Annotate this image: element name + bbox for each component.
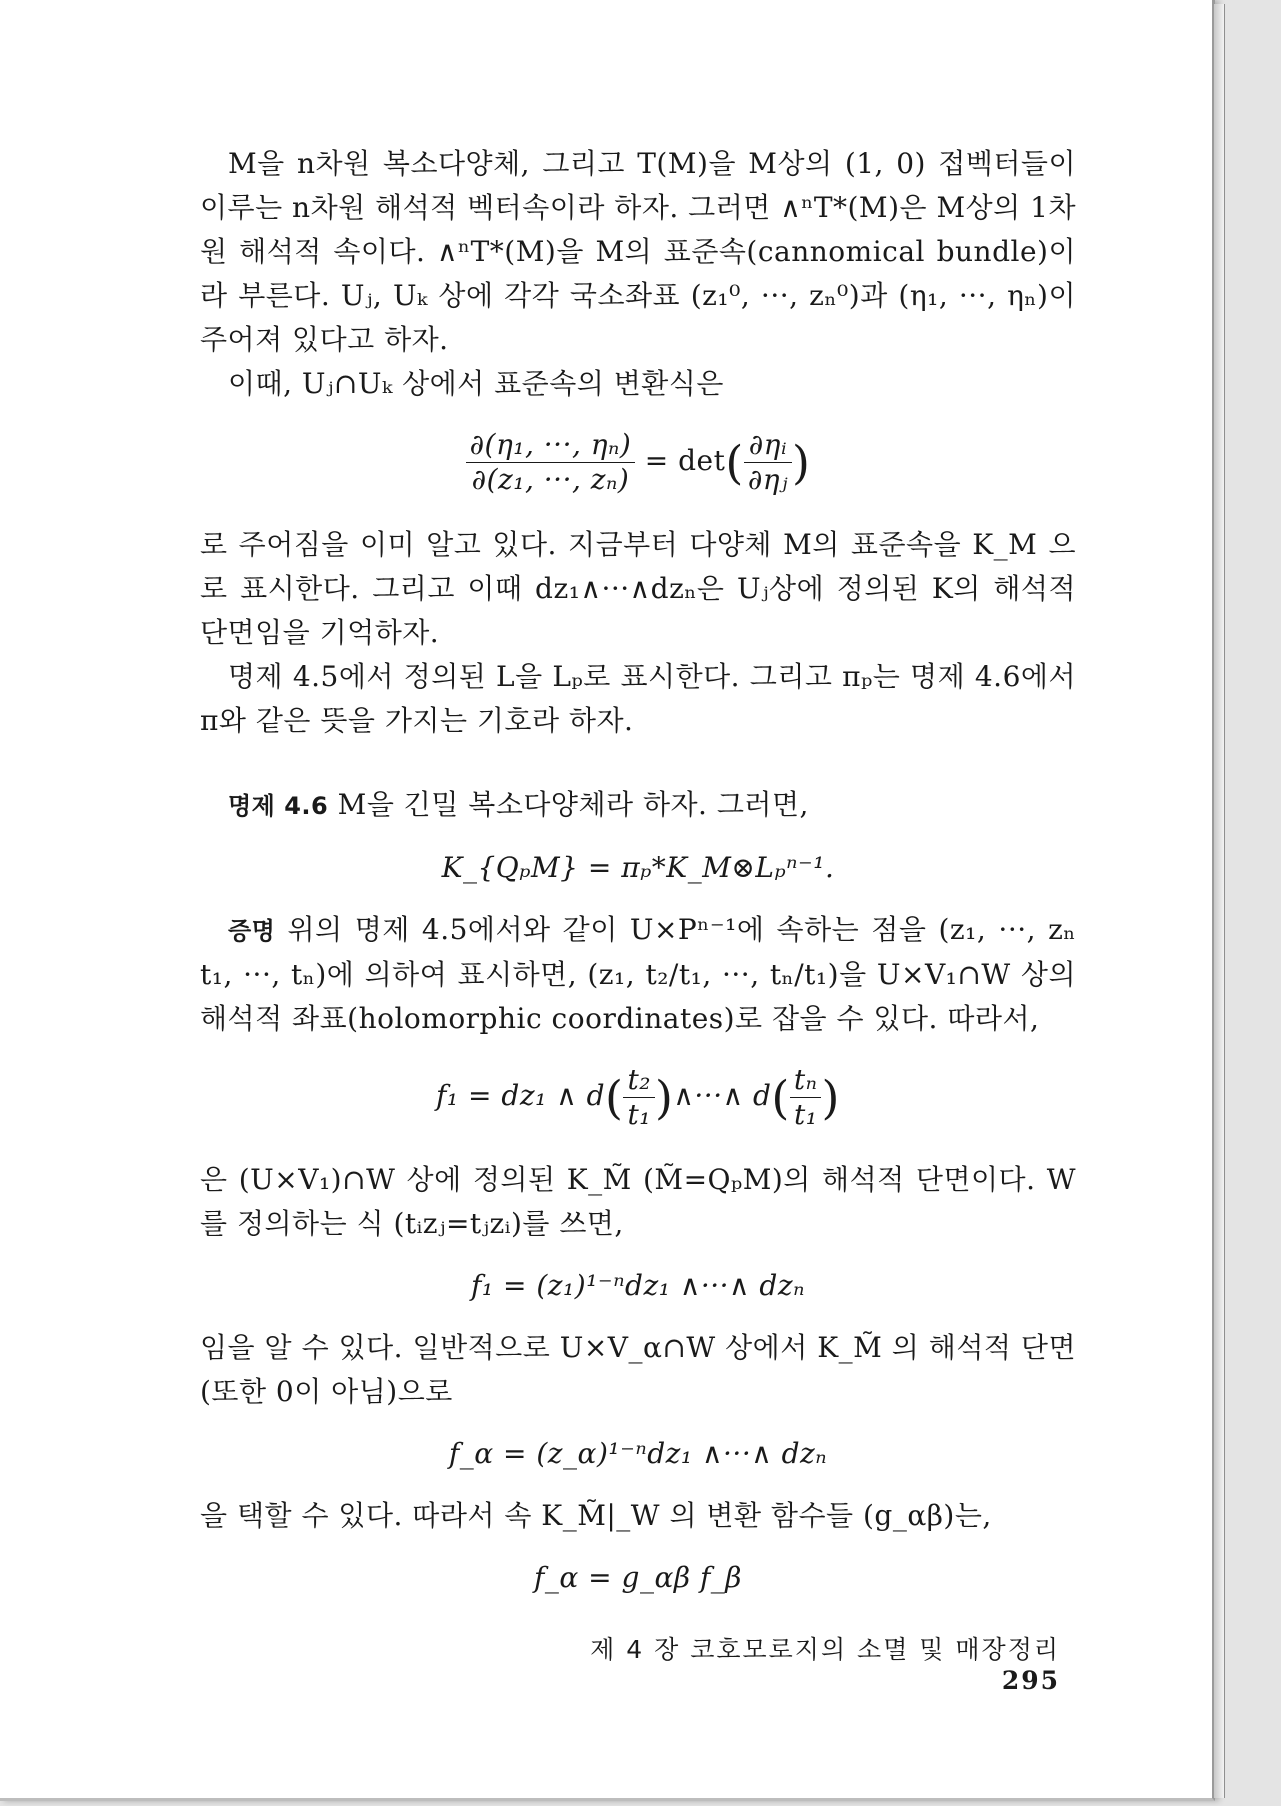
equation-transition: $\frac{\text{∂(η₁, ···, ηₙ)}}{\text{∂(z₁, ···, zₙ)}}$ = det( $\frac{\text{∂ηᵢ}}{\text{∂ηⱼ}}$ ) <box>200 428 1076 497</box>
chapter-title: 제 4 장 코호모로지의 소멸 및 매장정리 <box>590 1635 1060 1664</box>
running-footer <box>540 1630 1060 1695</box>
equation-f1-den2: t₁ <box>793 1098 818 1131</box>
proof-text: 위의 명제 4.5에서와 같이 U×Pⁿ⁻¹에 속하는 점을 (z₁, ···, zₙ t₁, ···, tₙ)에 의하여 표시하면, (z₁, t₂/t₁, ···, tₙ/t₁)을 U×V₁∩W 상의 해석적 좌표(holomorphic coordinates)로 잡을 수 있다. 따라서, <box>200 913 1076 1035</box>
equation-f1-num1: t₂ <box>623 1063 654 1098</box>
equation-inner-fraction <box>744 428 792 497</box>
paragraph-1: M을 n차원 복소다양체, 그리고 T(M)을 M상의 (1, 0) 접벡터들이 이루는 n차원 해석적 벡터속이라 하자. 그러면 ∧ⁿT*(M)은 M상의 1차원 해석적 속이다. ∧ⁿT*(M)을 M의 표준속(cannomical bundle)이라 부른다. Uⱼ, Uₖ 상에 각각 국소좌표 (z₁⁰, ···, zₙ⁰)과 (η₁, ···, ηₙ)이 주어져 있다고 하자. <box>200 147 1076 356</box>
equation-canonical: K_{QₚM} = πₚ*K_M⊗Lₚⁿ⁻¹. <box>441 851 835 884</box>
paragraph-4: 명제 4.5에서 정의된 L을 Lₚ로 표시한다. 그리고 πₚ는 명제 4.6에서 π와 같은 뜻을 가지는 기호라 하자. <box>200 660 1076 737</box>
page-number: 295 <box>1001 1666 1060 1695</box>
page-edge-decoration <box>1214 4 1225 1798</box>
equation-fraction <box>466 428 636 497</box>
equation-inner-numerator: ∂ηᵢ <box>744 428 792 463</box>
equation-f1-frac1 <box>623 1063 654 1132</box>
equation-f1-frac2 <box>790 1063 822 1132</box>
paragraph-7: 을 택할 수 있다. 따라서 속 K_M̃|_W 의 변환 함수들 (g_αβ)는, <box>200 1499 992 1532</box>
equation-f1: f₁ = (z₁)¹⁻ⁿdz₁ ∧···∧ dzₙ <box>471 1269 805 1302</box>
equation-f1-form: f₁ = dz₁ ∧ d( $\frac{\text{t₂}}{\text{t₁}}$ )∧···∧ d( $\frac{\text{tₙ}}{\text{t₁}}$ ) <box>436 1063 840 1131</box>
equation-transition-functions: f_α = g_αβ f_β <box>533 1561 742 1594</box>
equation-det: = det <box>644 444 726 477</box>
proof-label: 증명 <box>228 917 276 945</box>
equation-f-alpha: f_α = (z_α)¹⁻ⁿdz₁ ∧···∧ dzₙ <box>448 1437 828 1470</box>
proof-paragraph <box>200 908 1076 1041</box>
equation-inner-denominator: ∂ηⱼ <box>747 463 788 496</box>
proposition-label: 명제 4.6 <box>228 792 329 820</box>
paragraph-3: 로 주어짐을 이미 알고 있다. 지금부터 다양체 M의 표준속을 K_M 으로 표시한다. 그리고 이때 dz₁∧···∧dzₙ은 Uⱼ상에 정의된 K의 해석적 단면임을 기억하자. <box>200 528 1076 649</box>
paragraph-6: 임을 알 수 있다. 일반적으로 U×V_α∩W 상에서 K_M̃ 의 해석적 단면(또한 0이 아님)으로 <box>200 1331 1076 1408</box>
paragraph-2: 이때, Uⱼ∩Uₖ 상에서 표준속의 변환식은 <box>228 367 724 400</box>
equation-numerator: ∂(η₁, ···, ηₙ) <box>466 428 636 463</box>
equation-f1-mid: ∧···∧ d <box>673 1079 772 1112</box>
page-body <box>200 142 1076 1618</box>
proposition-statement <box>200 783 1076 828</box>
equation-denominator: ∂(z₁, ···, zₙ) <box>471 463 630 496</box>
paragraph-5: 은 (U×V₁)∩W 상에 정의된 K_M̃ (M̃=QₚM)의 해석적 단면이다. W를 정의하는 식 (tᵢzⱼ=tⱼzᵢ)를 쓰면, <box>200 1163 1076 1240</box>
equation-f1-num2: tₙ <box>790 1063 822 1098</box>
proposition-text: M을 긴밀 복소다양체라 하자. 그러면, <box>328 788 809 821</box>
equation-f1-lhs: f₁ = dz₁ ∧ d <box>436 1079 606 1112</box>
equation-f1-den1: t₁ <box>627 1098 651 1131</box>
